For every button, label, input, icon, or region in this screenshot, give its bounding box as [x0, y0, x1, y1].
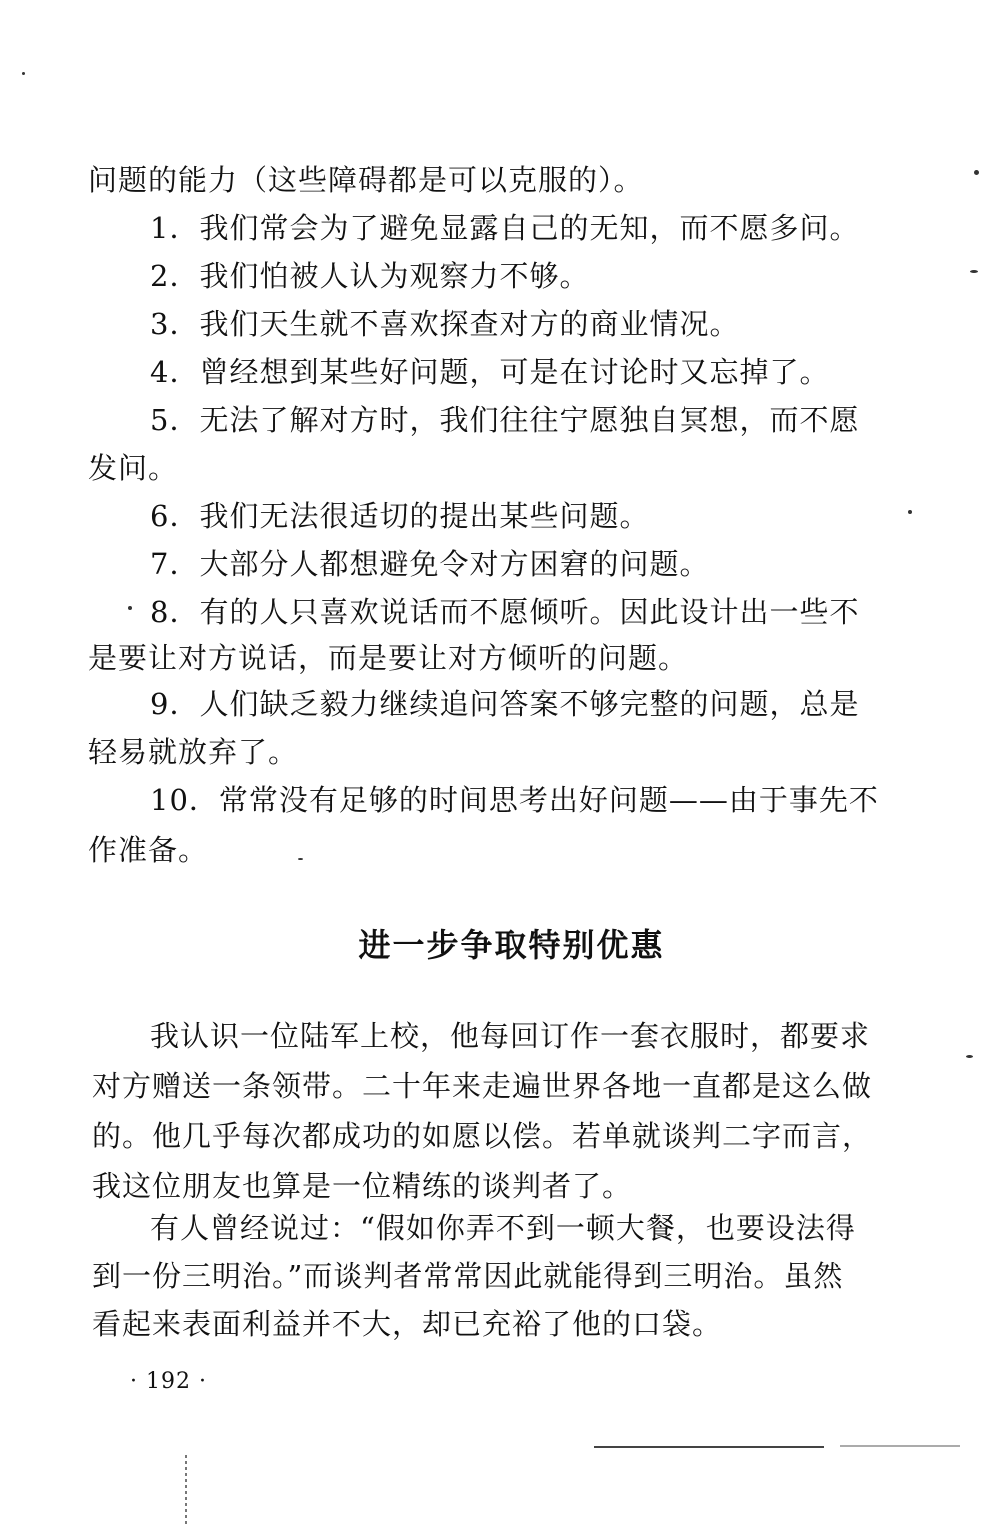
body-line: 我这位朋友也算是一位精练的谈判者了。: [92, 1169, 633, 1203]
list-item: 10．常常没有足够的时间思考出好问题——由于事先不: [150, 783, 879, 817]
list-item: 5．无法了解对方时，我们往往宁愿独自冥想，而不愿: [150, 403, 860, 437]
scan-speck: [128, 606, 132, 610]
text-line: 发问。: [88, 451, 179, 485]
body-line: 对方赠送一条领带。二十年来走遍世界各地一直都是这么做: [92, 1069, 873, 1103]
body-line: 看起来表面利益并不大，却已充裕了他的口袋。: [92, 1307, 723, 1341]
body-line: 的。他几乎每次都成功的如愿以偿。若单就谈判二字而言，: [92, 1119, 873, 1153]
text-line: 作准备。: [88, 833, 209, 867]
list-item: 8．有的人只喜欢说话而不愿倾听。因此设计出一些不: [150, 595, 860, 629]
list-item: 1．我们常会为了避免显露自己的无知，而不愿多问。: [150, 211, 860, 245]
scan-speck: [974, 170, 979, 175]
scan-rule: [594, 1446, 824, 1448]
scan-rule: [840, 1445, 960, 1447]
list-item: 4．曾经想到某些好问题，可是在讨论时又忘掉了。: [150, 355, 830, 389]
scan-edge: [185, 1455, 187, 1525]
list-item: 9．人们缺乏毅力继续追问答案不够完整的问题，总是: [150, 687, 860, 721]
list-item: 7．大部分人都想避免令对方困窘的问题。: [150, 547, 710, 581]
page-number: · 192 ·: [130, 1369, 207, 1394]
scan-speck: [908, 510, 912, 514]
list-item: 6．我们无法很适切的提出某些问题。: [150, 499, 650, 533]
text-line: 问题的能力（这些障碍都是可以克服的）。: [88, 163, 644, 197]
scan-speck: [298, 858, 303, 860]
list-item: 2．我们怕被人认为观察力不够。: [150, 259, 590, 293]
body-line: 有人曾经说过：“假如你弄不到一顿大餐，也要设法得: [150, 1211, 856, 1245]
text-line: 是要让对方说话，而是要让对方倾听的问题。: [88, 641, 689, 675]
list-item: 3．我们天生就不喜欢探查对方的商业情况。: [150, 307, 740, 341]
scan-speck: [970, 270, 978, 273]
text-line: 轻易就放弃了。: [88, 735, 299, 769]
body-line: 我认识一位陆军上校，他每回订作一套衣服时，都要求: [150, 1019, 871, 1053]
scan-speck: [966, 1055, 973, 1058]
body-line: 到一份三明治。”而谈判者常常因此就能得到三明治。虽然: [92, 1259, 844, 1293]
scan-speck: [22, 72, 25, 75]
section-heading: 进一步争取特别优惠: [358, 926, 665, 964]
